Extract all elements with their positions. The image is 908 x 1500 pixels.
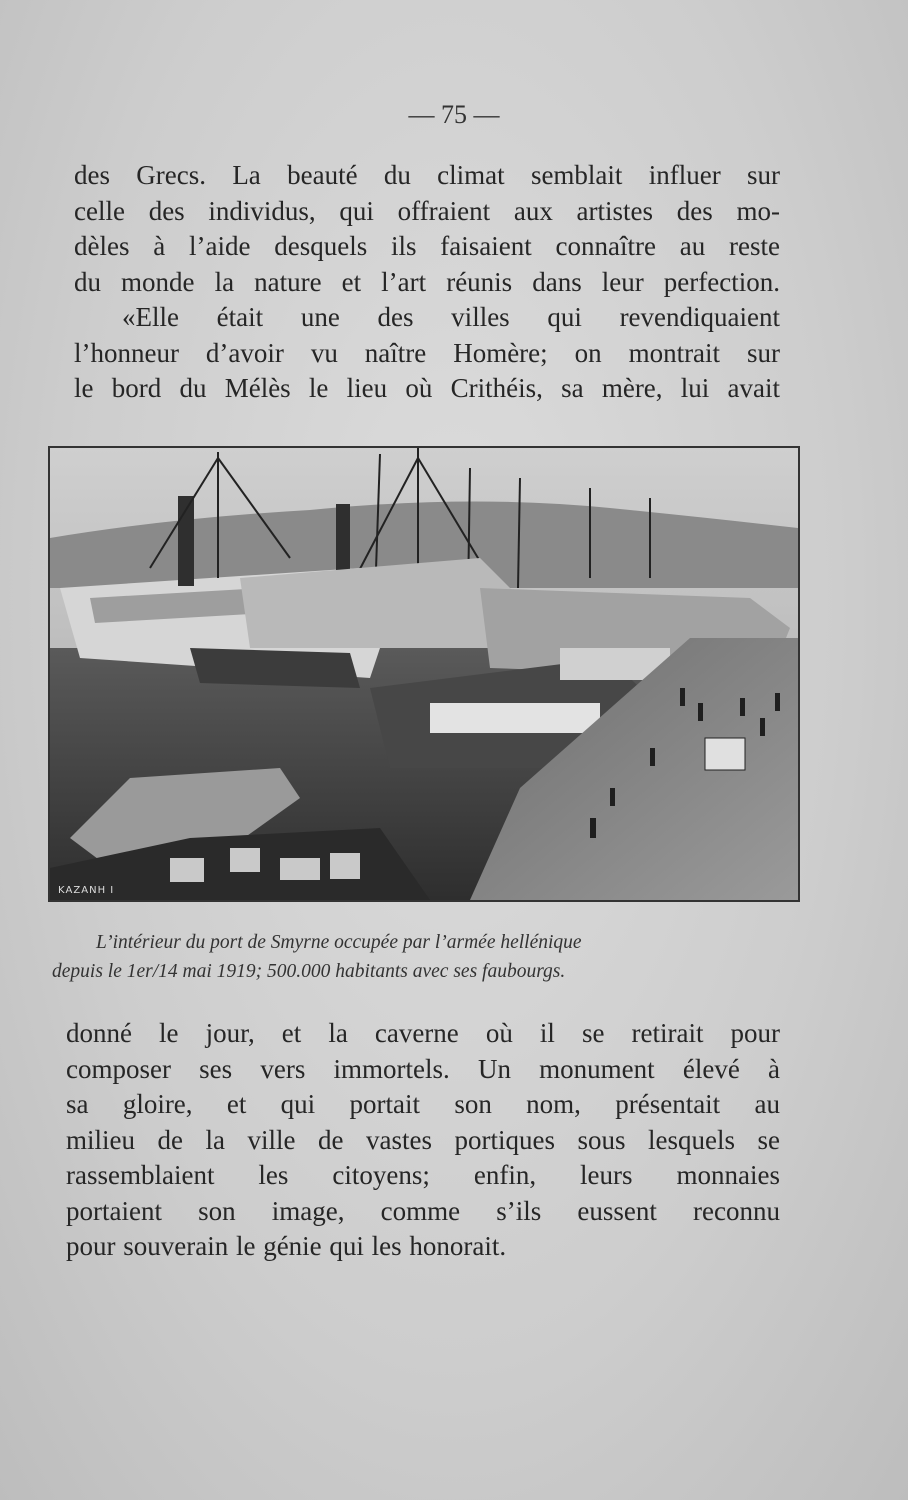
- text-line: des Grecs. La beauté du climat semblait influer sur: [74, 160, 780, 190]
- figure-caption: [52, 928, 818, 986]
- text-line: donné le jour, et la caverne où il se retirait pour: [66, 1018, 780, 1048]
- photo-credit: ΚΑΖΑΝΗ Ι: [58, 885, 115, 896]
- harbor-photo-illustration: [50, 448, 798, 900]
- text-line: l’honneur d’avoir vu naître Homère; on montrait sur: [74, 337, 780, 368]
- ship-funnel: [336, 504, 350, 574]
- text-line: portaient son image, comme s’ils eussent reconnu: [66, 1195, 780, 1226]
- text-line: dèles à l’aide desquels ils faisaient connaître au reste: [74, 231, 780, 261]
- page-number: — 75 —: [408, 100, 500, 129]
- text-line: «Elle était une des villes qui revendiquaient: [122, 302, 780, 332]
- text-line: du monde la nature et l’art réunis dans leur perfection.: [74, 266, 780, 297]
- text-line: milieu de la ville de vastes portiques sous lesquels se: [66, 1124, 780, 1155]
- text-line: composer ses vers immortels. Un monument élevé à: [66, 1053, 780, 1084]
- cargo-bales: [430, 703, 600, 733]
- cart: [705, 738, 745, 770]
- text-line: celle des individus, qui offraient aux artistes des mo-: [74, 195, 780, 226]
- paragraph-top: [74, 158, 780, 407]
- barge: [190, 648, 360, 688]
- caption-line: depuis le 1er/14 mai 1919; 500.000 habitants avec ses faubourgs.: [52, 961, 566, 982]
- harbor-photograph: [48, 446, 800, 902]
- text-line: rassemblaient les citoyens; enfin, leurs monnaies: [66, 1160, 780, 1190]
- text-line: le bord du Mélès le lieu où Crithéis, sa mère, lui avait: [74, 373, 780, 403]
- paragraph-bottom: [66, 1016, 780, 1265]
- caption-line: L’intérieur du port de Smyrne occupée par l’armée hellénique: [96, 932, 582, 953]
- text-line: sa gloire, et qui portait son nom, présentait au: [66, 1089, 780, 1119]
- text-line: pour souverain le génie qui les honorait.: [66, 1231, 507, 1261]
